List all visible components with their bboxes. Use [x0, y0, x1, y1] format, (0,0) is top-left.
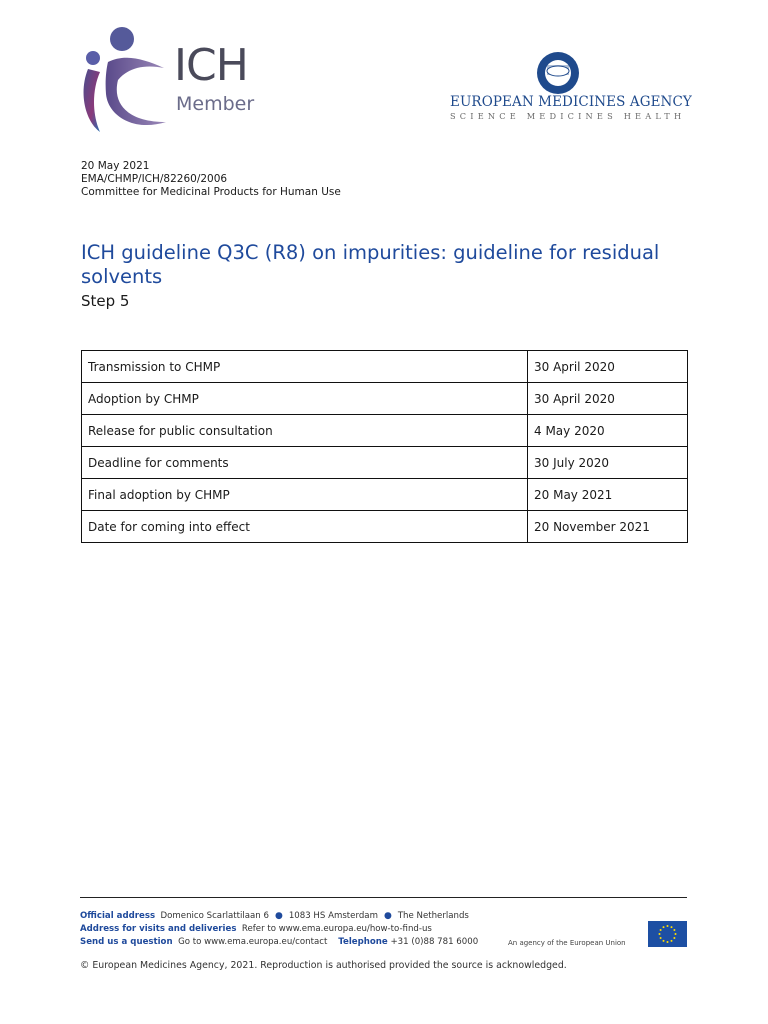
timeline-date: 20 November 2021 — [528, 511, 688, 543]
table-row — [82, 447, 688, 479]
committee-name: Committee for Medicinal Products for Human Use — [81, 186, 341, 198]
ema-emblem-icon — [536, 51, 580, 95]
document-date: 20 May 2021 — [81, 160, 150, 172]
timeline-label: Release for public consultation — [82, 415, 528, 447]
bullet-icon: ● — [274, 911, 283, 921]
address-city: 1083 HS Amsterdam — [288, 911, 378, 921]
telephone-number: +31 (0)88 781 6000 — [390, 937, 479, 947]
address-country: The Netherlands — [397, 911, 469, 921]
official-address-line — [80, 911, 469, 921]
table-row — [82, 415, 688, 447]
visits-address-line — [80, 924, 432, 934]
timeline-date: 4 May 2020 — [528, 415, 688, 447]
table-row — [82, 479, 688, 511]
address-street: Domenico Scarlattilaan 6 — [160, 911, 269, 921]
timeline-date: 30 April 2020 — [528, 383, 688, 415]
question-label: Send us a question — [80, 937, 173, 947]
official-address-label: Official address — [80, 911, 156, 921]
visits-link[interactable]: Refer to www.ema.europa.eu/how-to-find-us — [241, 924, 432, 934]
timeline-label: Date for coming into effect — [82, 511, 528, 543]
ich-logo-text: ICH — [174, 40, 248, 91]
timeline-date: 20 May 2021 — [528, 479, 688, 511]
timeline-table — [81, 350, 688, 543]
timeline-label: Final adoption by CHMP — [82, 479, 528, 511]
timeline-date: 30 April 2020 — [528, 351, 688, 383]
document-reference: EMA/CHMP/ICH/82260/2006 — [81, 173, 228, 185]
telephone-label: Telephone — [338, 937, 388, 947]
table-row — [82, 383, 688, 415]
ema-logo — [440, 50, 692, 125]
ich-swoosh-icon — [78, 24, 178, 136]
ich-member-logo — [78, 24, 268, 136]
contact-link[interactable]: Go to www.ema.europa.eu/contact — [178, 937, 328, 947]
footer-divider — [80, 897, 687, 898]
ema-logo-name: EUROPEAN MEDICINES AGENCY — [450, 94, 692, 110]
eu-agency-note: An agency of the European Union — [508, 939, 626, 947]
visits-label: Address for visits and deliveries — [80, 924, 237, 934]
table-row — [82, 351, 688, 383]
eu-flag-icon — [648, 921, 687, 947]
ema-logo-tagline: SCIENCE MEDICINES HEALTH — [450, 111, 686, 121]
timeline-date: 30 July 2020 — [528, 447, 688, 479]
timeline-label: Transmission to CHMP — [82, 351, 528, 383]
contact-line — [80, 937, 478, 947]
timeline-label: Adoption by CHMP — [82, 383, 528, 415]
document-title: ICH guideline Q3C (R8) on impurities: guideline for residual solvents — [81, 241, 660, 288]
document-step: Step 5 — [81, 292, 130, 310]
copyright-notice: © European Medicines Agency, 2021. Reproduction is authorised provided the source is acknowledged. — [80, 960, 567, 971]
bullet-icon: ● — [383, 911, 392, 921]
table-row — [82, 511, 688, 543]
timeline-label: Deadline for comments — [82, 447, 528, 479]
ich-logo-member: Member — [176, 93, 255, 115]
